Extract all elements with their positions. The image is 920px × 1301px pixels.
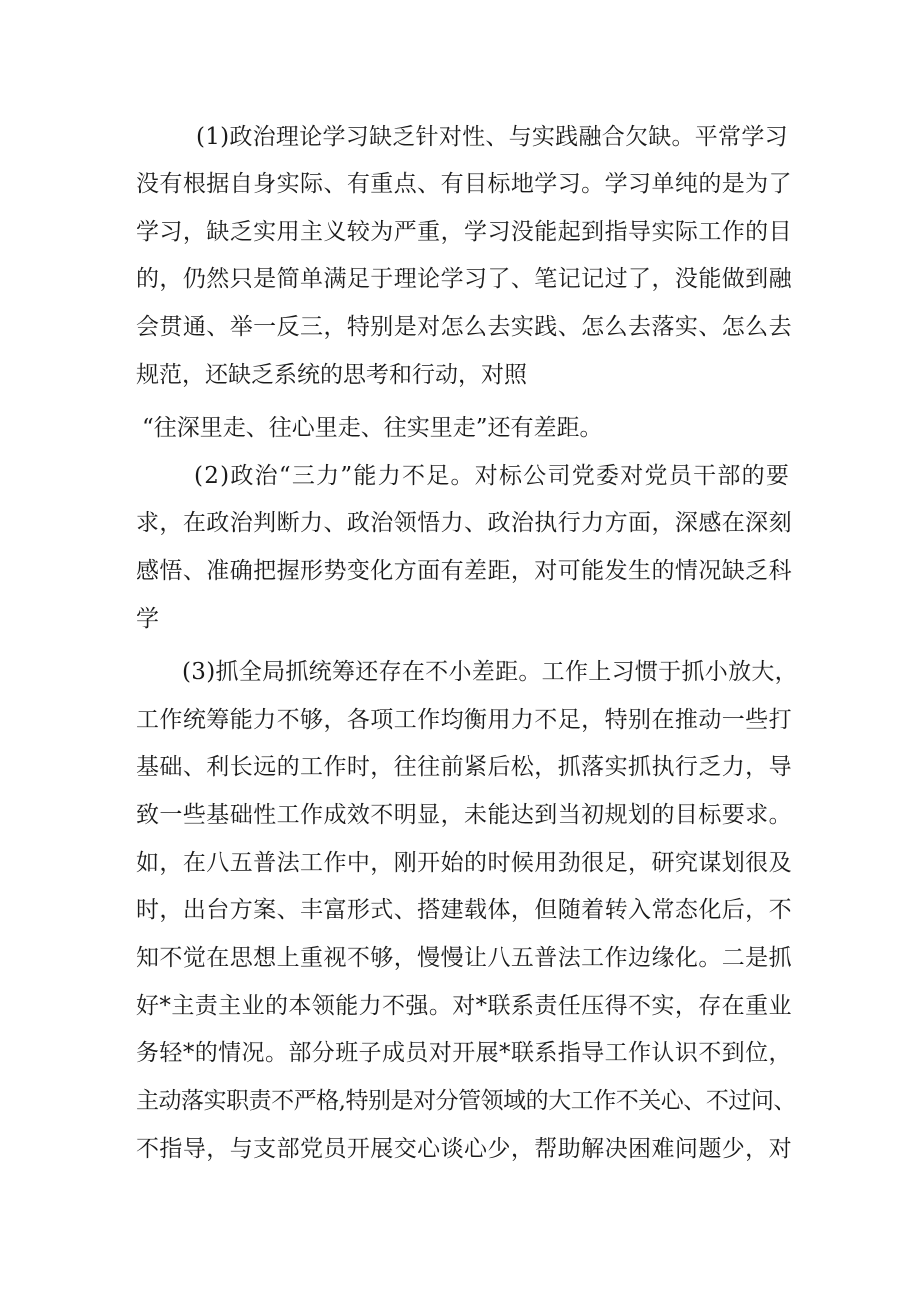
para1-line3: 学习，缺乏实用主义较为严重，学习没能起到指导实际工作的目 — [136, 219, 793, 245]
para2-line2: 求，在政治判断力、政治领悟力、政治执行力方面，深感在深刻 — [136, 510, 793, 536]
para3-line10: 主动落实职责不严格,特别是对分管领域的大工作不关心、不过问、 — [136, 1088, 796, 1114]
para3-line7: 知不觉在思想上重视不够，慢慢让八五普法工作边缘化。二是抓 — [136, 945, 793, 971]
para3-line5: 如，在八五普法工作中，刚开始的时候用劲很足，研究谋划很及 — [136, 850, 793, 876]
para3-line3: 基础、利长远的工作时，往往前紧后松，抓落实抓执行乏力，导 — [136, 754, 793, 780]
para1-line7: “往深里走、往心里走、往实里走”还有差距。 — [142, 415, 603, 441]
para2-line1: (2)政治“三力”能力不足。对标公司党委对党员干部的要 — [194, 463, 791, 489]
para1-line4: 的，仍然只是简单满足于理论学习了、笔记记过了，没能做到融 — [136, 266, 793, 292]
para1-line1: (1)政治理论学习缺乏针对性、与实践融合欠缺。平常学习 — [196, 124, 788, 150]
para1-line2: 没有根据自身实际、有重点、有目标地学习。学习单纯的是为了 — [136, 171, 793, 197]
para3-line11: 不指导，与支部党员开展交心谈心少，帮助解决困难问题少，对 — [136, 1136, 793, 1162]
para2-line4: 学 — [136, 606, 159, 632]
para3-line9: 务轻*的情况。部分班子成员对开展*联系指导工作认识不到位， — [136, 1040, 792, 1066]
para3-line2: 工作统筹能力不够，各项工作均衡用力不足，特别在推动一些打 — [136, 707, 793, 733]
para1-line5: 会贯通、举一反三，特别是对怎么去实践、怎么去落实、怎么去 — [136, 314, 793, 340]
para3-line1: (3)抓全局抓统筹还存在不小差距。工作上习惯于抓小放大， — [182, 659, 798, 685]
para3-line4: 致一些基础性工作成效不明显，未能达到当初规划的目标要求。 — [136, 802, 793, 828]
para1-line6: 规范，还缺乏系统的思考和行动，对照 — [136, 362, 527, 388]
para3-line8: 好*主责主业的本领能力不强。对*联系责任压得不实，存在重业 — [136, 993, 792, 1019]
para2-line3: 感悟、准确把握形势变化方面有差距，对可能发生的情况缺乏科 — [136, 558, 793, 584]
para3-line6: 时，出台方案、丰富形式、搭建载体，但随着转入常态化后，不 — [136, 897, 793, 923]
